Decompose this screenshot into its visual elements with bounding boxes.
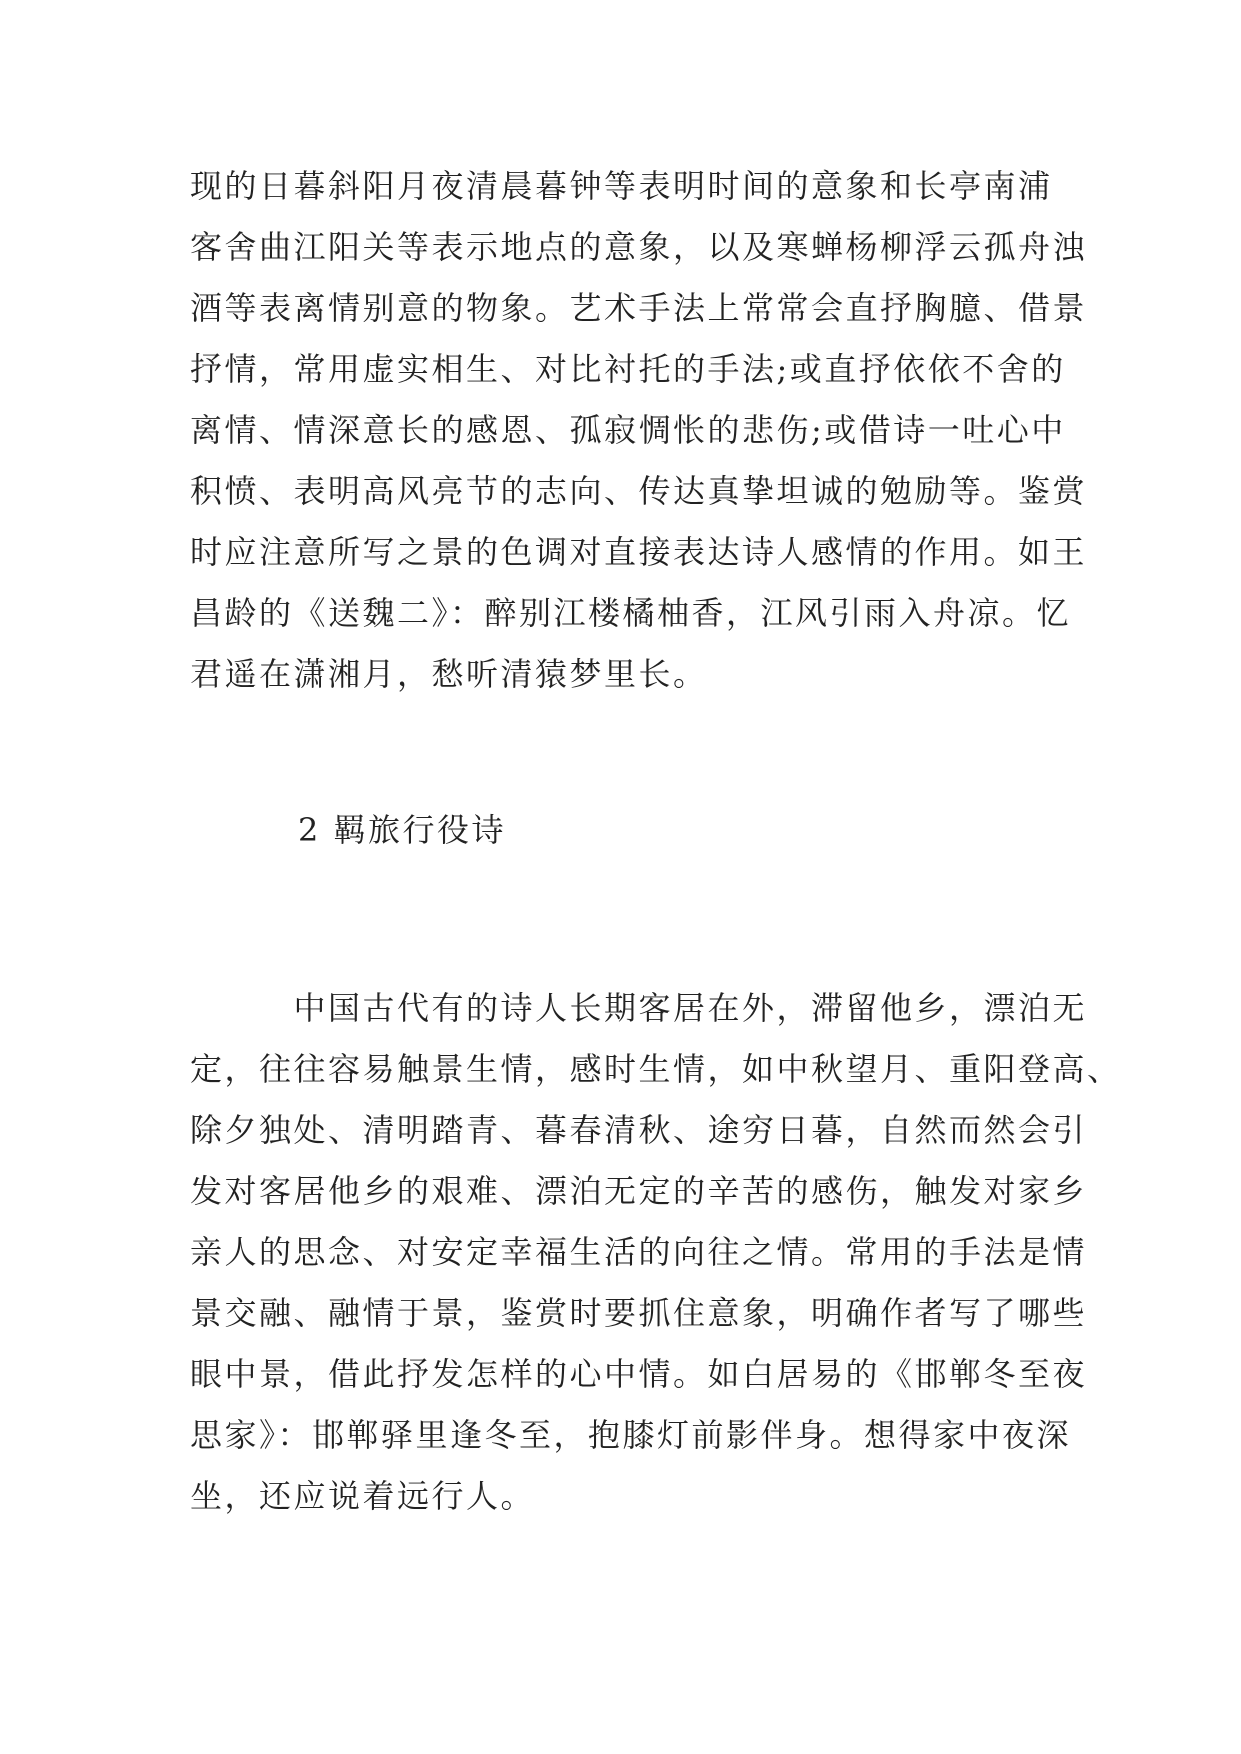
paragraph-line: 坐，还应说着远行人。 bbox=[190, 1477, 536, 1515]
paragraph-line: 客舍曲江阳关等表示地点的意象，以及寒蝉杨柳浮云孤舟浊 bbox=[190, 228, 1088, 266]
paragraph-line: 亲人的思念、对安定幸福生活的向往之情。常用的手法是情 bbox=[190, 1233, 1088, 1271]
paragraph-line: 景交融、融情于景，鉴赏时要抓住意象，明确作者写了哪些 bbox=[190, 1294, 1088, 1332]
paragraph-line: 定，往往容易触景生情，感时生情，如中秋望月、重阳登高、 bbox=[190, 1050, 1122, 1088]
paragraph-line: 发对客居他乡的艰难、漂泊无定的辛苦的感伤，触发对家乡 bbox=[190, 1172, 1088, 1210]
paragraph-line: 酒等表离情别意的物象。艺术手法上常常会直抒胸臆、借景 bbox=[190, 289, 1088, 327]
paragraph-line: 中国古代有的诗人长期客居在外，滞留他乡，漂泊无 bbox=[190, 989, 1088, 1027]
paragraph-line: 眼中景，借此抒发怎样的心中情。如白居易的《邯郸冬至夜 bbox=[190, 1355, 1088, 1393]
paragraph-travel-poetry bbox=[190, 978, 1122, 1527]
paragraph-line: 思家》：邯郸驿里逢冬至，抱膝灯前影伴身。想得家中夜深 bbox=[190, 1416, 1072, 1454]
paragraph-line: 积愤、表明高风亮节的志向、传达真挚坦诚的勉励等。鉴赏 bbox=[190, 472, 1088, 510]
paragraph-line: 君遥在潇湘月，愁听清猿梦里长。 bbox=[190, 655, 708, 693]
paragraph-line: 除夕独处、清明踏青、暮春清秋、途穷日暮，自然而然会引 bbox=[190, 1111, 1088, 1149]
paragraph-line: 离情、情深意长的感恩、孤寂惆怅的悲伤;或借诗一吐心中 bbox=[190, 411, 1066, 449]
paragraph-line: 昌龄的《送魏二》：醉别江楼橘柚香，江风引雨入舟凉。忆 bbox=[190, 594, 1072, 632]
paragraph-line: 时应注意所写之景的色调对直接表达诗人感情的作用。如王 bbox=[190, 533, 1088, 571]
section-heading: 2 羁旅行役诗 bbox=[298, 811, 507, 849]
paragraph-line: 现的日暮斜阳月夜清晨暮钟等表明时间的意象和长亭南浦 bbox=[190, 167, 1053, 205]
paragraph-line: 抒情，常用虚实相生、对比衬托的手法;或直抒依依不舍的 bbox=[190, 350, 1066, 388]
paragraph-farewell-poetry bbox=[190, 156, 1088, 705]
